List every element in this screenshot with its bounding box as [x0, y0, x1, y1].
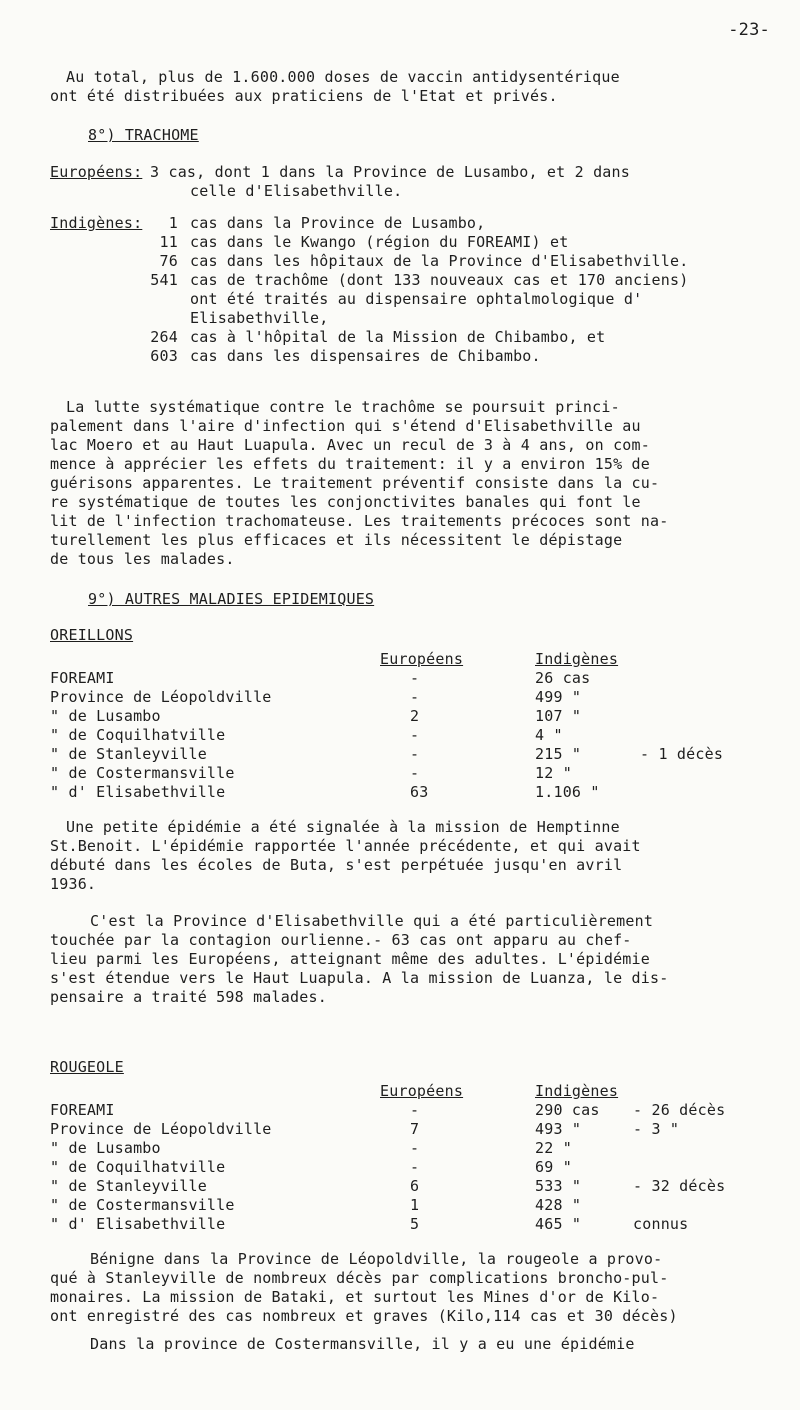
case-count: 603 — [150, 347, 178, 365]
ind-value: 22 " — [535, 1139, 572, 1157]
table-row — [50, 669, 770, 688]
column-header-europeens: Européens — [380, 1082, 464, 1100]
paragraph-line: re systématique de toutes les conjonctivites banales qui font le — [50, 493, 641, 511]
paragraph-line: mence à apprécier les effets du traitement: il y a environ 15% de — [50, 455, 650, 473]
eur-value: - — [410, 745, 420, 763]
europeens-label: Européens: — [50, 163, 143, 181]
paragraph-line: turellement les plus efficaces et ils nécessitent le dépistage — [50, 531, 623, 549]
paragraph-line: de tous les malades. — [50, 550, 235, 568]
case-count: 11 — [159, 233, 178, 251]
eur-value: - — [410, 1139, 420, 1157]
case-count: 76 — [159, 252, 178, 270]
paragraph-line: lit de l'infection trachomateuse. Les traitements précoces sont na- — [50, 512, 669, 530]
ind-value: 428 " — [535, 1196, 582, 1214]
table-row — [50, 745, 770, 764]
eur-value: - — [410, 764, 420, 782]
eur-value: - — [410, 1101, 420, 1119]
section-heading: 9°) AUTRES MALADIES EPIDEMIQUES — [88, 590, 375, 608]
subsection-heading: OREILLONS — [50, 626, 134, 644]
rougeole-paragraph-2 — [50, 1335, 635, 1354]
note: - 32 décès — [633, 1177, 726, 1195]
row-label: " de Stanleyville — [50, 745, 207, 763]
paragraph-line: Bénigne dans la Province de Léopoldville, la rougeole a provo- — [90, 1250, 663, 1268]
case-count: 1 — [168, 214, 178, 232]
page-number: -23- — [728, 20, 770, 40]
eur-value: - — [410, 1158, 420, 1176]
eur-value: 63 — [410, 783, 429, 801]
table-row — [50, 1101, 790, 1120]
ind-value: 12 " — [535, 764, 572, 782]
table-row — [50, 707, 770, 726]
ind-value: 215 " — [535, 745, 582, 763]
eur-value: 1 — [410, 1196, 420, 1214]
ind-value: 533 " — [535, 1177, 582, 1195]
case-count: 264 — [150, 328, 178, 346]
europeens-text: celle d'Elisabethville. — [190, 182, 403, 200]
paragraph-line: 1936. — [50, 875, 97, 893]
paragraph-line: Une petite épidémie a été signalée à la mission de Hemptinne — [66, 818, 620, 836]
paragraph-line: débuté dans les écoles de Buta, s'est perpétuée jusqu'en avril — [50, 856, 623, 874]
ind-value: 69 " — [535, 1158, 572, 1176]
row-label: " de Coquilhatville — [50, 726, 226, 744]
autres-heading — [88, 590, 374, 608]
trachome-paragraph — [50, 398, 668, 569]
row-label: " de Lusambo — [50, 707, 161, 725]
ind-value: 465 " — [535, 1215, 582, 1233]
column-header-indigenes: Indigènes — [535, 650, 619, 668]
note: connus — [633, 1215, 689, 1233]
rougeole-table — [50, 1082, 790, 1234]
oreillons-paragraph-2 — [50, 912, 668, 1007]
paragraph-line: lac Moero et au Haut Luapula. Avec un recul de 3 à 4 ans, on com- — [50, 436, 650, 454]
oreillons-paragraph-1 — [50, 818, 641, 894]
table-row — [50, 688, 770, 707]
intro-line: Au total, plus de 1.600.000 doses de vaccin antidysentérique — [66, 68, 620, 86]
paragraph-line: C'est la Province d'Elisabethville qui a été particulièrement — [90, 912, 654, 930]
paragraph-line: Dans la province de Costermansville, il y a eu une épidémie — [90, 1335, 635, 1353]
paragraph-line: qué à Stanleyville de nombreux décès par complications broncho-pul- — [50, 1269, 669, 1287]
ind-value: 107 " — [535, 707, 582, 725]
row-label: FOREAMI — [50, 1101, 115, 1119]
case-text: cas dans les dispensaires de Chibambo. — [190, 347, 541, 365]
eur-value: 2 — [410, 707, 420, 725]
paragraph-line: lieu parmi les Européens, atteignant même des adultes. L'épidémie — [50, 950, 650, 968]
paragraph-line: s'est étendue vers le Haut Luapula. A la mission de Luanza, le dis- — [50, 969, 669, 987]
note: - 3 " — [633, 1120, 680, 1138]
row-label: " de Costermansville — [50, 764, 235, 782]
row-label: " de Coquilhatville — [50, 1158, 226, 1176]
note: - 1 décès — [640, 745, 724, 763]
case-count: 541 — [150, 271, 178, 289]
table-row — [50, 764, 770, 783]
case-text: cas dans les hôpitaux de la Province d'Elisabethville. — [190, 252, 689, 270]
table-row — [50, 1120, 790, 1139]
eur-value: - — [410, 688, 420, 706]
oreillons-heading — [50, 626, 133, 644]
row-label: " de Lusambo — [50, 1139, 161, 1157]
eur-value: 6 — [410, 1177, 420, 1195]
row-label: " d' Elisabethville — [50, 1215, 226, 1233]
row-label: Province de Léopoldville — [50, 1120, 272, 1138]
eur-value: - — [410, 726, 420, 744]
row-label: Province de Léopoldville — [50, 688, 272, 706]
row-label: FOREAMI — [50, 669, 115, 687]
table-row — [50, 726, 770, 745]
table-row — [50, 783, 770, 802]
trachome-indigenes — [50, 214, 790, 366]
section-heading: 8°) TRACHOME — [88, 126, 199, 144]
row-label: " de Stanleyville — [50, 1177, 207, 1195]
indigenes-label: Indigènes: — [50, 214, 143, 232]
paragraph-line: St.Benoit. L'épidémie rapportée l'année précédente, et qui avait — [50, 837, 641, 855]
europeens-text: 3 cas, dont 1 dans la Province de Lusambo, et 2 dans — [150, 163, 630, 181]
paragraph-line: guérisons apparentes. Le traitement préventif consiste dans la cu- — [50, 474, 660, 492]
table-row — [50, 1177, 790, 1196]
column-header-europeens: Européens — [380, 650, 464, 668]
ind-value: 26 cas — [535, 669, 591, 687]
ind-value: 290 cas — [535, 1101, 600, 1119]
paragraph-line: ont enregistré des cas nombreux et graves (Kilo,114 cas et 30 décès) — [50, 1307, 678, 1325]
rougeole-heading — [50, 1058, 124, 1076]
paragraph-line: palement dans l'aire d'infection qui s'étend d'Elisabethville au — [50, 417, 641, 435]
table-row — [50, 1139, 790, 1158]
subsection-heading: ROUGEOLE — [50, 1058, 124, 1076]
row-label: " d' Elisabethville — [50, 783, 226, 801]
oreillons-table — [50, 650, 770, 802]
trachome-heading — [88, 126, 199, 144]
ind-value: 499 " — [535, 688, 582, 706]
paragraph-line: touchée par la contagion ourlienne.- 63 cas ont apparu au chef- — [50, 931, 632, 949]
intro-paragraph — [50, 68, 620, 106]
trachome-europeens — [50, 163, 790, 201]
case-text: cas dans le Kwango (région du FOREAMI) et — [190, 233, 569, 251]
intro-line: ont été distribuées aux praticiens de l'Etat et privés. — [50, 87, 558, 105]
column-header-indigenes: Indigènes — [535, 1082, 619, 1100]
paragraph-line: monaires. La mission de Bataki, et surtout les Mines d'or de Kilo- — [50, 1288, 660, 1306]
ind-value: 4 " — [535, 726, 563, 744]
paragraph-line: pensaire a traité 598 malades. — [50, 988, 327, 1006]
table-row — [50, 1215, 790, 1234]
rougeole-paragraph-1 — [50, 1250, 678, 1326]
eur-value: - — [410, 669, 420, 687]
table-row — [50, 1158, 790, 1177]
case-text: cas à l'hôpital de la Mission de Chibambo, et — [190, 328, 606, 346]
case-text: ont été traités au dispensaire ophtalmologique d' — [190, 290, 643, 308]
case-text: cas de trachôme (dont 133 nouveaux cas et 170 anciens) — [190, 271, 689, 289]
row-label: " de Costermansville — [50, 1196, 235, 1214]
eur-value: 5 — [410, 1215, 420, 1233]
ind-value: 1.106 " — [535, 783, 600, 801]
ind-value: 493 " — [535, 1120, 582, 1138]
eur-value: 7 — [410, 1120, 420, 1138]
note: - 26 décès — [633, 1101, 726, 1119]
case-text: Elisabethville, — [190, 309, 329, 327]
case-text: cas dans la Province de Lusambo, — [190, 214, 486, 232]
table-row — [50, 1196, 790, 1215]
paragraph-line: La lutte systématique contre le trachôme se poursuit princi- — [66, 398, 620, 416]
